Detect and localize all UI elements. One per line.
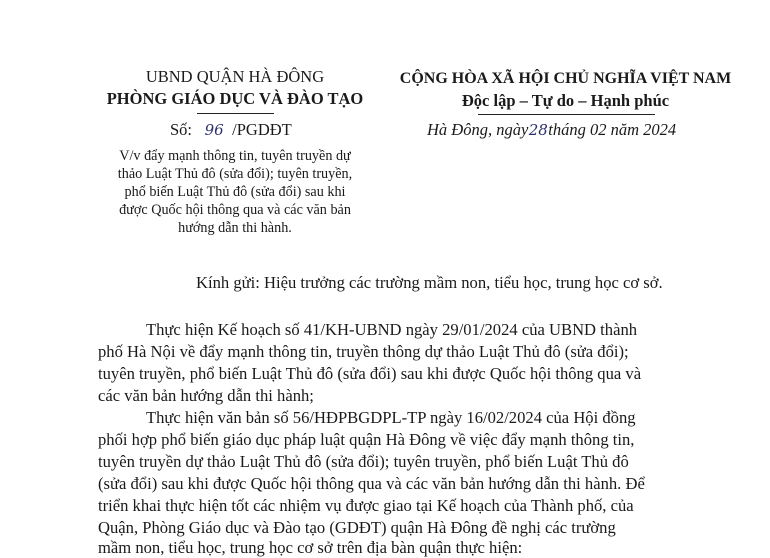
doc-number-handwritten: 96 bbox=[204, 121, 224, 139]
subject-line: được Quốc hội thông qua và các văn bản bbox=[119, 202, 351, 218]
issuing-office: PHÒNG GIÁO DỤC VÀ ĐÀO TẠO bbox=[106, 89, 364, 108]
date-line bbox=[427, 120, 676, 140]
doc-number-prefix: Số: bbox=[170, 120, 193, 139]
body-paragraph-line: phố Hà Nội về đẩy mạnh thông tin, truyền thông dự thảo Luật Thủ đô (sửa đổi); bbox=[98, 342, 629, 361]
body-paragraph-line: Thực hiện Kế hoạch số 41/KH-UBND ngày 29/01/2024 của UBND thành bbox=[146, 320, 638, 339]
body-paragraph-line: phối hợp phổ biến giáo dục pháp luật quận Hà Đông về việc đẩy mạnh thông tin, bbox=[98, 430, 635, 449]
body-paragraph-line: (sửa đổi) sau khi được Quốc hội thông qua và các văn bản hướng dẫn thi hành. Để bbox=[98, 474, 645, 493]
body-paragraph-line: mầm non, tiểu học, trung học cơ sở trên địa bàn quận thực hiện: bbox=[98, 538, 523, 557]
body-paragraph-line: Quận, Phòng Giáo dục và Đào tạo (GDĐT) quận Hà Đông đề nghị các trường bbox=[98, 518, 616, 537]
body-paragraph-line: tuyên truyền dự thảo Luật Thủ đô (sửa đổi); tuyên truyền, phổ biến Luật Thủ đô bbox=[98, 452, 629, 471]
doc-number-suffix: /PGDĐT bbox=[232, 120, 292, 139]
national-title: CỘNG HÒA XÃ HỘI CHỦ NGHĨA VIỆT NAM bbox=[399, 70, 732, 87]
date-prefix: Hà Đông, ngày bbox=[427, 120, 529, 139]
date-suffix: tháng 02 năm 2024 bbox=[548, 120, 677, 139]
issuing-agency: UBND QUẬN HÀ ĐÔNG bbox=[145, 67, 325, 86]
document-number bbox=[170, 120, 292, 140]
office-underline bbox=[197, 113, 274, 114]
subject-line: V/v đẩy mạnh thông tin, tuyên truyền dự bbox=[119, 148, 351, 164]
recipient-line: Kính gửi: Hiệu trưởng các trường mầm non, tiểu học, trung học cơ sở. bbox=[196, 273, 663, 292]
subject-block bbox=[95, 147, 375, 237]
body-paragraph-line: tuyên truyền, phổ biến Luật Thủ đô (sửa đổi) sau khi được Quốc hội thông qua và bbox=[98, 364, 642, 383]
subject-line: hướng dẫn thi hành. bbox=[178, 220, 292, 236]
body-paragraph-line: Thực hiện văn bản số 56/HĐPBGDPL-TP ngày 16/02/2024 của Hội đồng bbox=[146, 408, 636, 427]
subject-line: phổ biến Luật Thủ đô (sửa đổi) sau khi bbox=[124, 184, 346, 200]
national-motto: Độc lập – Tự do – Hạnh phúc bbox=[461, 91, 670, 110]
motto-underline bbox=[478, 114, 655, 115]
body-paragraph-line: triển khai thực hiện tốt các nhiệm vụ được giao tại Kế hoạch của Thành phố, của bbox=[98, 496, 634, 515]
body-paragraph-line: các văn bản hướng dẫn thi hành; bbox=[98, 386, 314, 405]
subject-line: thảo Luật Thủ đô (sửa đổi); tuyên truyền, bbox=[117, 166, 353, 182]
date-day-handwritten: 28 bbox=[528, 121, 548, 139]
